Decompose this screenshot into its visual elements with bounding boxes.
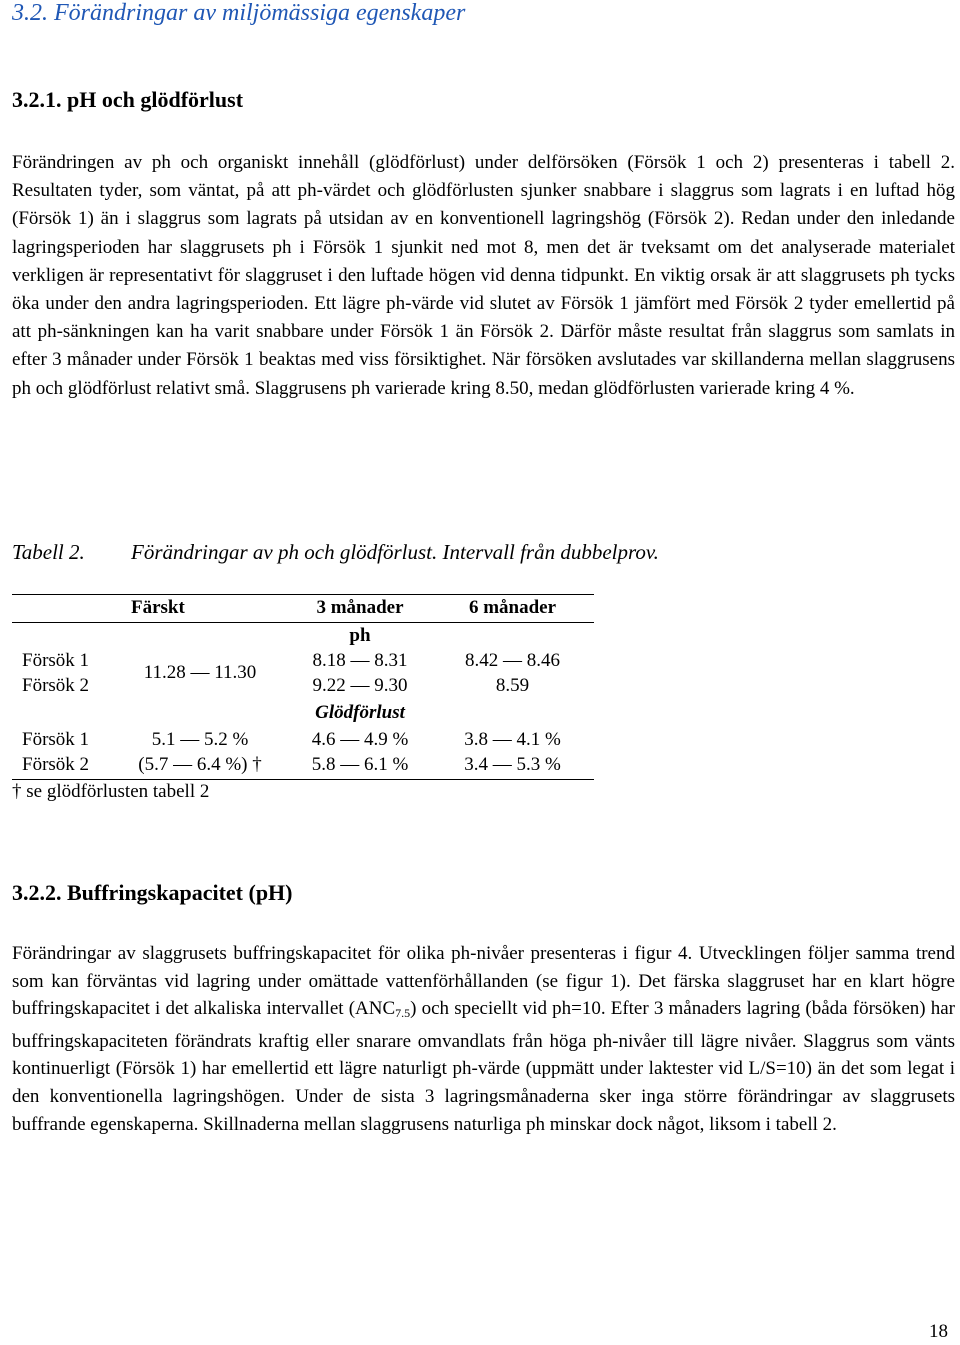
group-glodforlust: Glödförlust: [315, 702, 405, 723]
row-label-forsok-1: Försök 1: [22, 650, 90, 671]
row-label-forsok-2-glod: Försök 2: [22, 754, 90, 775]
table-caption-text: Förändringar av ph och glödförlust. Intervall från dubbelprov.: [131, 540, 659, 564]
group-ph: ph: [349, 625, 371, 646]
paragraph-buffring: [12, 940, 955, 1138]
glod-6m-forsok-2: 3.4 — 5.3 %: [464, 754, 561, 775]
subsection-title-buffring: 3.2.2. Buffringskapacitet (pH): [12, 880, 293, 905]
table-top-rule: [12, 594, 594, 595]
section-title: 3.2. Förändringar av miljömässiga egenskaper: [12, 0, 466, 26]
glod-3m-forsok-2: 5.8 — 6.1 %: [311, 754, 409, 775]
row-label-forsok-2: Försök 2: [22, 675, 90, 696]
glod-fresh-forsok-1: 5.1 — 5.2 %: [151, 729, 249, 750]
header-6-months: 6 månader: [468, 597, 557, 618]
subsection-title-ph: 3.2.1. pH och glödförlust: [12, 87, 244, 112]
page-number: 18: [929, 1321, 948, 1342]
glod-3m-forsok-1: 4.6 — 4.9 %: [311, 729, 409, 750]
paragraph-ph: Förändringen av ph och organiskt innehåll (glödförlust) under delförsöken (Försök 1 och 2) presenteras i tabell 2. Resultaten tyder, som väntat, på att ph-värdet och glödförlusten sjunker snabbare i slaggrus som lagrats i en luftad hög (Försök 1) än i slaggrus som lagrats på utsidan av en konventionell lagringshög (Försök 2). Redan under den inledande lagringsperioden har slaggrusets ph i Försök 1 sjunkit ned mot 8, men det är tveksamt om det analyserade materialet verkligen är representativt för slaggruset i den luftade högen vid denna tidpunkt. En viktig orsak är att slaggrusets ph tycks öka under den andra lagringsperioden. Ett lägre ph-värde vid slutet av Försök 1 jämfört med Försök 2 tyder emellertid på att ph-sänkningen kan ha varit snabbare under Försök 1 än Försök 2. Därför måste resultat från slaggrus som samlats in efter 3 månader under Försök 1 beaktas med viss försiktighet. När försöken avslutades var skillanderna mellan slaggrusens ph och glödförlust relativt små. Slaggrusens ph varierade kring 8.50, medan glödförlusten varierade kring 4 %.: [12, 152, 955, 399]
ph-3m-forsok-2: 9.22 — 9.30: [312, 675, 408, 696]
header-fresh: Färskt: [131, 597, 185, 618]
table-caption-label: Tabell 2.: [12, 540, 85, 564]
table-header-rule: [12, 622, 594, 623]
header-3-months: 3 månader: [316, 597, 404, 618]
row-label-forsok-1-glod: Försök 1: [22, 729, 90, 750]
ph-fresh: 11.28 — 11.30: [143, 662, 257, 683]
ph-6m-forsok-2: 8.59: [495, 675, 530, 696]
anc-subscript: 7.5: [395, 1006, 411, 1021]
paragraph-buffring-part2: ) och speciellt vid ph=10. Efter 3 månaders lagring (båda försöken) har buffringskapaciteten förändrats kraftig eller snarare omvandlats från höga ph-nivåer till lägre nivåer. Slaggrus som vänts kontinuerligt (Försök 1) har emellertid ett lägre naturligt ph-värde (uppmätt under laktester vid L/S=10) än det som legat i den konventionella lagringshögen. Under de sista 3 lagringsmånaderna sker inga större förändringar av slaggrusets buffrande egenskaperna. Skillnaderna mellan slaggrusens naturliga ph minskar dock något, liksom i tabell 2.: [12, 998, 955, 1135]
ph-3m-forsok-1: 8.18 — 8.31: [312, 650, 408, 671]
table-footnote: † se glödförlusten tabell 2: [12, 781, 210, 802]
glod-fresh-forsok-2: (5.7 — 6.4 %) †: [138, 754, 262, 775]
paragraph-buffring-part1: Förändringar av slaggrusets buffringskapacitet för olika ph-nivåer presenteras i figur 4. Utvecklingen följer samma trend som kan förväntas vid lagring under omättade vattenförhållanden (se figur 1). Det färska slaggruset har en klart högre buffringskapacitet i det alkaliska intervallet (ANC: [12, 943, 955, 1020]
table-bottom-rule: [12, 779, 594, 780]
ph-6m-forsok-1: 8.42 — 8.46: [465, 650, 560, 671]
glod-6m-forsok-1: 3.8 — 4.1 %: [464, 729, 561, 750]
